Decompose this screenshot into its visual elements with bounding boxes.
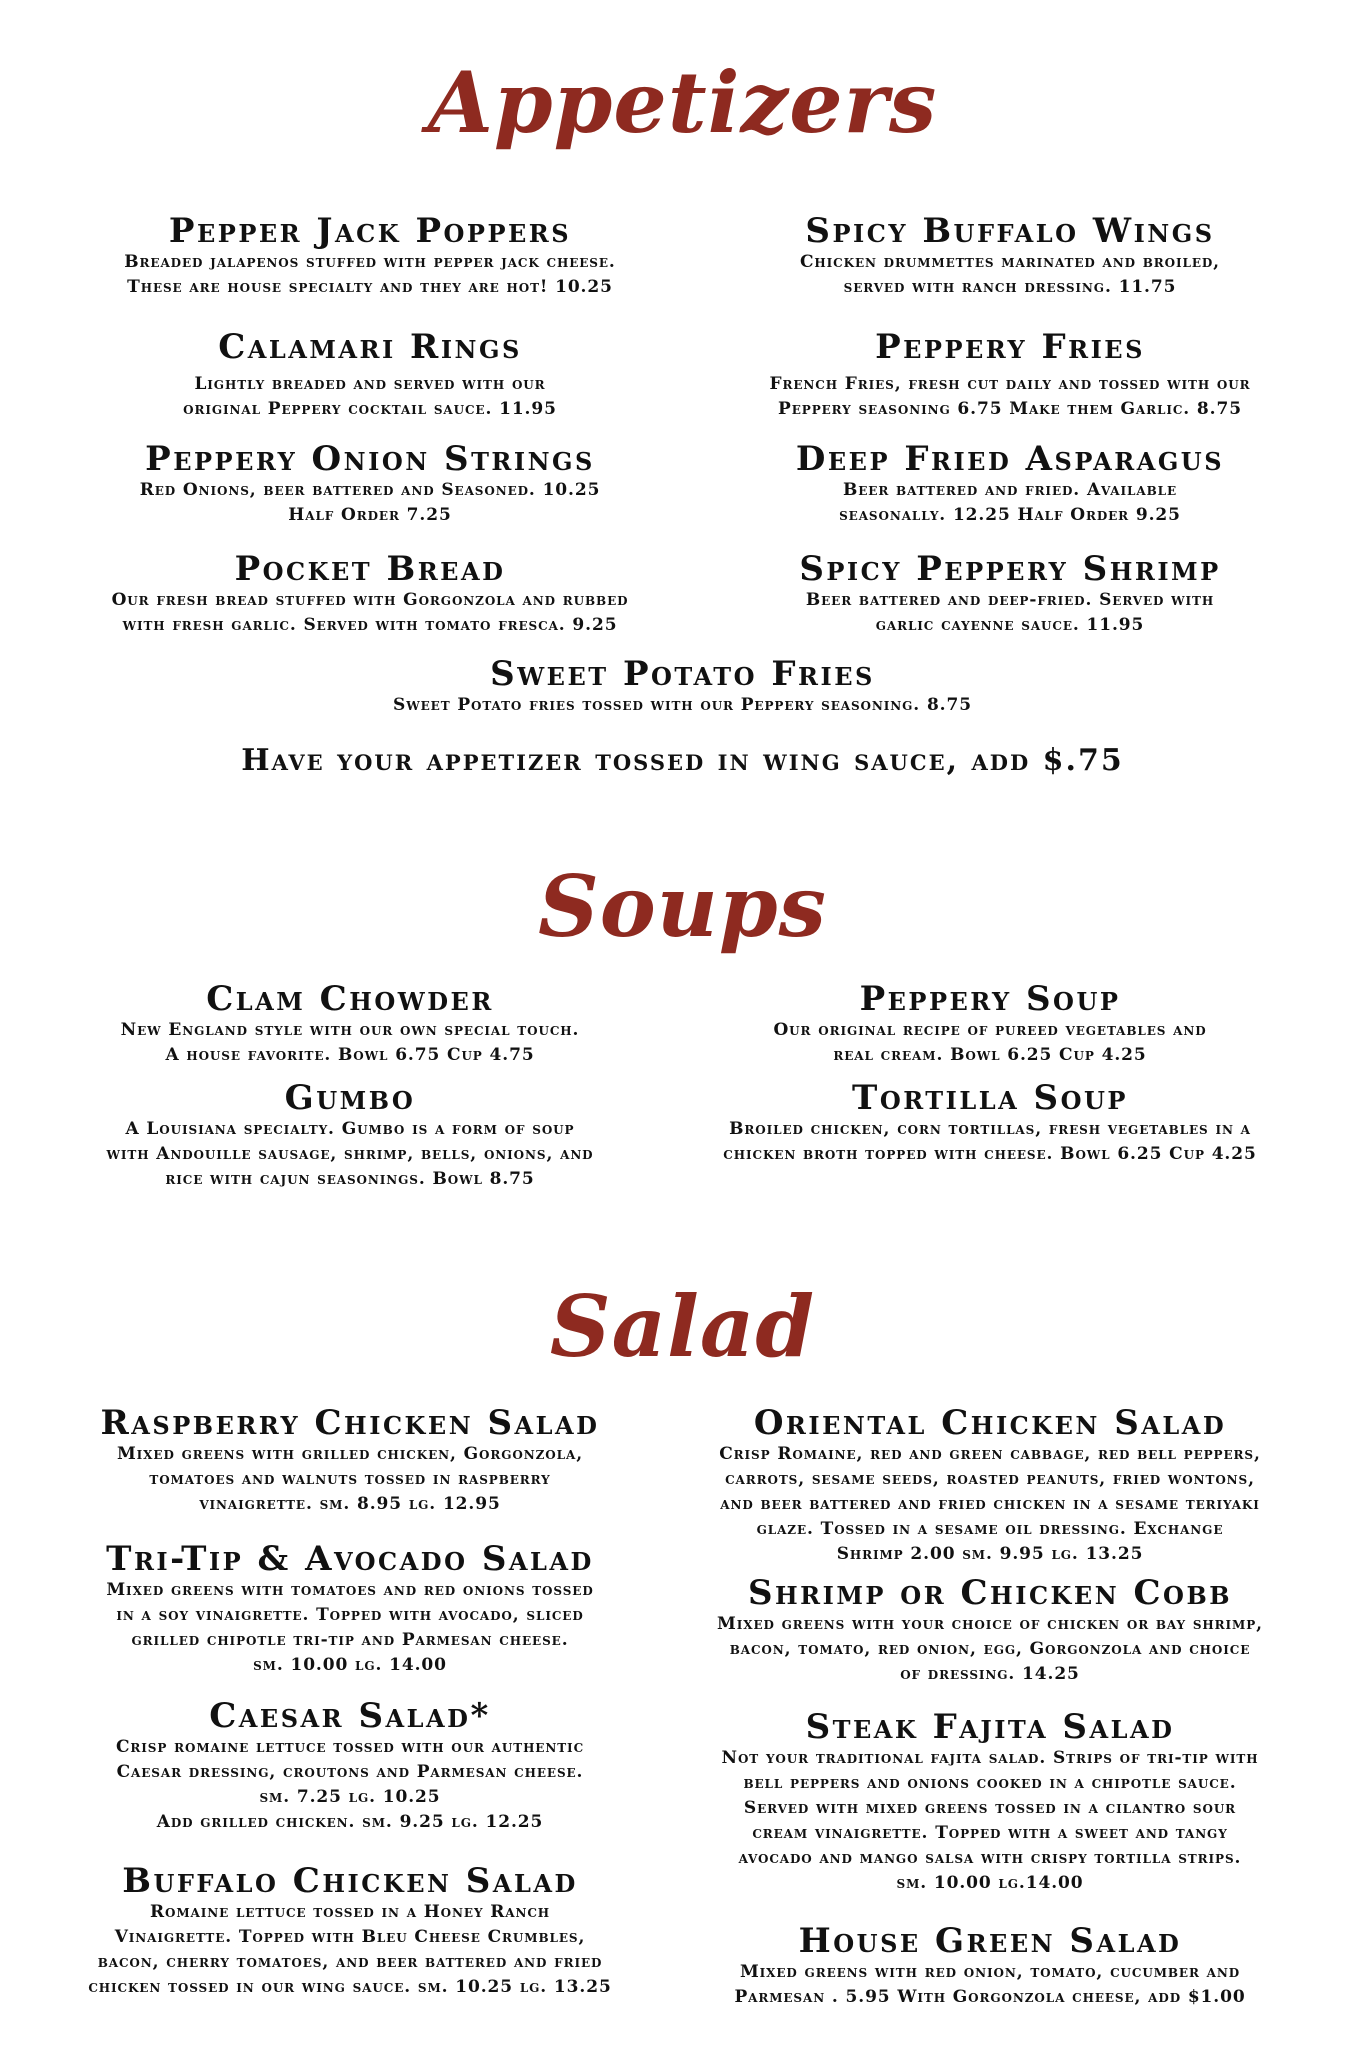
desc-line: Chicken drummettes marinated and broiled,: [799, 252, 1220, 272]
item-name: Peppery Fries: [875, 327, 1145, 367]
desc-line: Mixed greens with red onion, tomato, cucumber and: [739, 1962, 1241, 1982]
desc-line: chicken tossed in our wing sauce. sm. 10.25 lg. 13.25: [88, 1977, 612, 1997]
item-name: House Green Salad: [798, 1921, 1182, 1961]
desc-line: Crisp romaine lettuce tossed with our authentic: [115, 1737, 585, 1757]
desc-line: cream vinaigrette. Topped with a sweet and tangy: [752, 1823, 1228, 1843]
desc-line: Beer battered and fried. Available: [842, 480, 1178, 500]
item-description: [660, 1960, 1320, 2010]
wing-sauce-addon: Have your appetizer tossed in wing sauce, add $.75: [241, 743, 1124, 778]
desc-line: Not your traditional fajita salad. Strips of tri-tip with: [721, 1748, 1259, 1768]
soups-title: Soups: [538, 857, 827, 956]
desc-line: of dressing. 14.25: [900, 1664, 1080, 1684]
menu-item-peppery-soup: [680, 980, 1300, 1068]
menu-item-deep-fried-asparagus: [700, 440, 1320, 528]
desc-line: and beer battered and fried chicken in a sesame teriyaki: [720, 1494, 1260, 1514]
desc-line: vinaigrette. sm. 8.95 lg. 12.95: [199, 1494, 501, 1514]
desc-line: Romaine lettuce tossed in a Honey Ranch: [149, 1902, 551, 1922]
desc-line: bacon, tomato, red onion, egg, Gorgonzola and choice: [729, 1639, 1251, 1659]
item-name: Peppery Onion Strings: [145, 439, 595, 479]
desc-line: real cream. Bowl 6.25 Cup 4.25: [833, 1045, 1147, 1065]
item-description: [680, 1117, 1300, 1167]
appetizers-title: Appetizers: [427, 53, 938, 152]
desc-line: sm. 7.25 lg. 10.25: [259, 1787, 441, 1807]
desc-line: Served with mixed greens tossed in a cilantro sour: [743, 1798, 1237, 1818]
desc-line: Half Order 7.25: [288, 505, 452, 525]
menu-item-sweet-potato-fries: [0, 655, 1365, 718]
item-description: [40, 1117, 660, 1192]
item-name: Clam Chowder: [206, 979, 494, 1019]
desc-line: seasonally. 12.25 Half Order 9.25: [839, 505, 1181, 525]
item-description: [660, 1612, 1320, 1687]
item-description: [700, 250, 1320, 300]
menu-item-shrimp-or-chicken-cobb: [660, 1574, 1320, 1687]
desc-line: Vinaigrette. Topped with Bleu Cheese Crumbles,: [114, 1927, 586, 1947]
item-description: [700, 588, 1320, 638]
item-description: [660, 1442, 1320, 1567]
desc-line: Parmesan . 5.95 With Gorgonzola cheese, add $1.00: [734, 1987, 1246, 2007]
desc-line: Caesar dressing, croutons and Parmesan cheese.: [116, 1762, 584, 1782]
menu-item-tri-tip-avocado-salad: [40, 1540, 660, 1678]
desc-line: Mixed greens with your choice of chicken or bay shrimp,: [717, 1614, 1263, 1634]
desc-line: Mixed greens with grilled chicken, Gorgonzola,: [116, 1444, 584, 1464]
item-description: [680, 1018, 1300, 1068]
desc-line: garlic cayenne sauce. 11.95: [875, 615, 1145, 635]
desc-line: grilled chipotle tri-tip and Parmesan cheese.: [131, 1630, 569, 1650]
item-description: [40, 1900, 660, 2000]
menu-item-oriental-chicken-salad: [660, 1404, 1320, 1567]
menu-item-house-green-salad: [660, 1922, 1320, 2010]
menu-item-tortilla-soup: [680, 1079, 1300, 1167]
item-description: [40, 372, 700, 422]
desc-line: French Fries, fresh cut daily and tossed with our: [769, 374, 1251, 394]
item-name: Peppery Soup: [859, 979, 1121, 1019]
menu-item-caesar-salad: [40, 1697, 660, 1835]
desc-line: Peppery seasoning 6.75 Make them Garlic. 8.75: [778, 399, 1242, 419]
menu-item-steak-fajita-salad: [660, 1708, 1320, 1896]
desc-line: served with ranch dressing. 11.75: [843, 277, 1177, 297]
item-description: [40, 1018, 660, 1068]
desc-line: sm. 10.00 lg.14.00: [896, 1873, 1084, 1893]
desc-line: Our fresh bread stuffed with Gorgonzola and rubbed: [111, 590, 629, 610]
desc-line: bacon, cherry tomatoes, and beer battered and fried: [97, 1952, 603, 1972]
menu-item-peppery-fries: [700, 328, 1320, 422]
desc-line: rice with cajun seasonings. Bowl 8.75: [165, 1169, 535, 1189]
item-name: Spicy Buffalo Wings: [805, 211, 1215, 251]
item-description: [660, 1746, 1320, 1896]
desc-line: A house favorite. Bowl 6.75 Cup 4.75: [165, 1045, 535, 1065]
item-name: Spicy Peppery Shrimp: [799, 549, 1221, 589]
desc-line: carrots, sesame seeds, roasted peanuts, fried wontons,: [725, 1469, 1255, 1489]
item-name: Deep Fried Asparagus: [795, 439, 1225, 479]
item-description: [40, 588, 700, 638]
menu-item-pocket-bread: [40, 550, 700, 638]
item-description: [700, 478, 1320, 528]
desc-line: Our original recipe of pureed vegetables and: [773, 1020, 1207, 1040]
item-description: [0, 693, 1365, 718]
desc-line: Add grilled chicken. sm. 9.25 lg. 12.25: [156, 1812, 544, 1832]
salad-title: Salad: [549, 1277, 816, 1376]
desc-line: with Andouille sausage, shrimp, bells, onions, and: [106, 1144, 594, 1164]
item-name: Caesar Salad*: [209, 1696, 491, 1736]
menu-item-gumbo: [40, 1079, 660, 1192]
item-description: [40, 478, 700, 528]
menu-item-calamari-rings: [40, 328, 700, 422]
item-name: Tortilla Soup: [852, 1078, 1128, 1118]
desc-line: tomatoes and walnuts tossed in raspberry: [149, 1469, 551, 1489]
desc-line: bell peppers and onions cooked in a chipotle sauce.: [743, 1773, 1237, 1793]
menu-item-peppery-onion-strings: [40, 440, 700, 528]
menu-item-raspberry-chicken-salad: [40, 1404, 660, 1517]
desc-line: avocado and mango salsa with crispy tortilla strips.: [738, 1848, 1242, 1868]
desc-line: Red Onions, beer battered and Seasoned. 10.25: [139, 480, 601, 500]
desc-line: Mixed greens with tomatoes and red onions tossed: [106, 1580, 594, 1600]
desc-line: with fresh garlic. Served with tomato fresca. 9.25: [122, 615, 618, 635]
desc-line: glaze. Tossed in a sesame oil dressing. Exchange: [756, 1519, 1224, 1539]
desc-line: New England style with our own special touch.: [120, 1020, 580, 1040]
menu-item-clam-chowder: [40, 980, 660, 1068]
item-name: Steak Fajita Salad: [805, 1707, 1175, 1747]
item-name: Calamari Rings: [218, 327, 522, 367]
desc-line: These are house specialty and they are hot! 10.25: [127, 277, 613, 297]
item-name: Sweet Potato Fries: [490, 654, 875, 694]
item-name: Tri-Tip & Avocado Salad: [106, 1539, 594, 1579]
item-name: Pocket Bread: [234, 549, 506, 589]
menu-item-pepper-jack-poppers: [40, 212, 700, 300]
desc-line: Shrimp 2.00 sm. 9.95 lg. 13.25: [836, 1544, 1144, 1564]
item-name: Pepper Jack Poppers: [168, 211, 572, 251]
item-name: Buffalo Chicken Salad: [122, 1861, 578, 1901]
desc-line: chicken broth topped with cheese. Bowl 6.25 Cup 4.25: [723, 1144, 1257, 1164]
desc-line: A Louisiana specialty. Gumbo is a form of soup: [125, 1119, 575, 1139]
desc-line: in a soy vinaigrette. Topped with avocado, sliced: [116, 1605, 584, 1625]
desc-line: Sweet Potato fries tossed with our Peppery seasoning. 8.75: [393, 695, 972, 715]
item-description: [700, 372, 1320, 422]
desc-line: original Peppery cocktail sauce. 11.95: [183, 399, 557, 419]
item-name: Oriental Chicken Salad: [753, 1403, 1227, 1443]
item-name: Gumbo: [284, 1078, 416, 1118]
item-description: [40, 1578, 660, 1678]
desc-line: Lightly breaded and served with our: [194, 374, 546, 394]
desc-line: Beer battered and deep-fried. Served with: [805, 590, 1215, 610]
desc-line: Crisp Romaine, red and green cabbage, red bell peppers,: [719, 1444, 1261, 1464]
item-description: [40, 250, 700, 300]
desc-line: sm. 10.00 lg. 14.00: [253, 1655, 447, 1675]
menu-item-buffalo-chicken-salad: [40, 1862, 660, 2000]
desc-line: Broiled chicken, corn tortillas, fresh vegetables in a: [729, 1119, 1251, 1139]
desc-line: Breaded jalapenos stuffed with pepper jack cheese.: [124, 252, 616, 272]
item-name: Raspberry Chicken Salad: [100, 1403, 600, 1443]
item-description: [40, 1442, 660, 1517]
item-description: [40, 1735, 660, 1835]
item-name: Shrimp or Chicken Cobb: [747, 1573, 1233, 1613]
menu-item-spicy-peppery-shrimp: [700, 550, 1320, 638]
menu-item-spicy-buffalo-wings: [700, 212, 1320, 300]
